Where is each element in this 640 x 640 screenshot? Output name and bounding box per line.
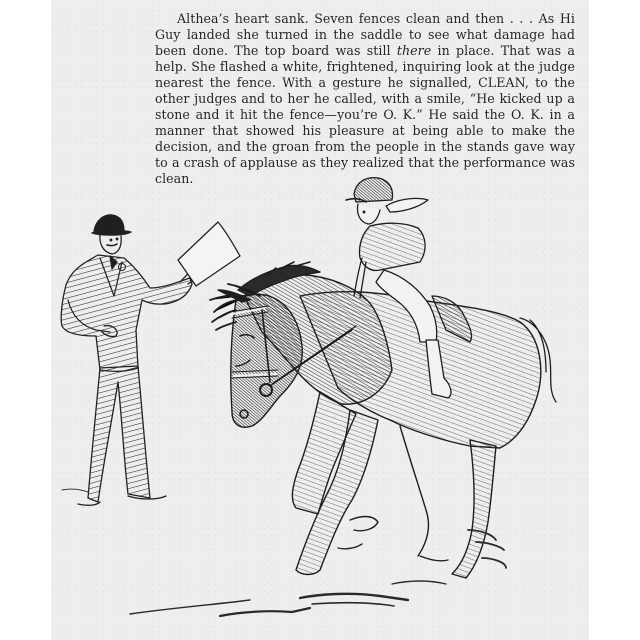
- horse-hindleg: [452, 440, 496, 578]
- score-card: [178, 222, 240, 286]
- judge-face: [100, 234, 121, 254]
- paragraph-text-end: in place. That was a help. She flashed a white, frightened, inquiring look at the judge nearest the fence. With a gesture he signalled, CLEAN, to the other judges and to her he called, with a smile, “He kicked up a stone and it hit the fence—you’re O. K.” He said the O. K. in a manner that showed his pleasure at being able to make the decision, and the groan from the people in the stands gave way to a crash of applause as they realized that the performance was clean.: [155, 43, 575, 186]
- paragraph-emphasis: there: [396, 43, 432, 58]
- rider-shirt: [359, 223, 425, 270]
- paragraph-text-start: Althea’s heart sank. Seven fences clean and then . . . As Hi Guy landed she turned in the saddle to see what damage had been done. The top board was still: [155, 11, 575, 58]
- pinstripe-trousers: [88, 366, 150, 502]
- bowler-hat: [92, 215, 131, 235]
- pinstripe-jacket: [61, 255, 192, 371]
- rider-face: [357, 204, 380, 224]
- horse: [210, 262, 556, 578]
- horse-head: [231, 294, 303, 427]
